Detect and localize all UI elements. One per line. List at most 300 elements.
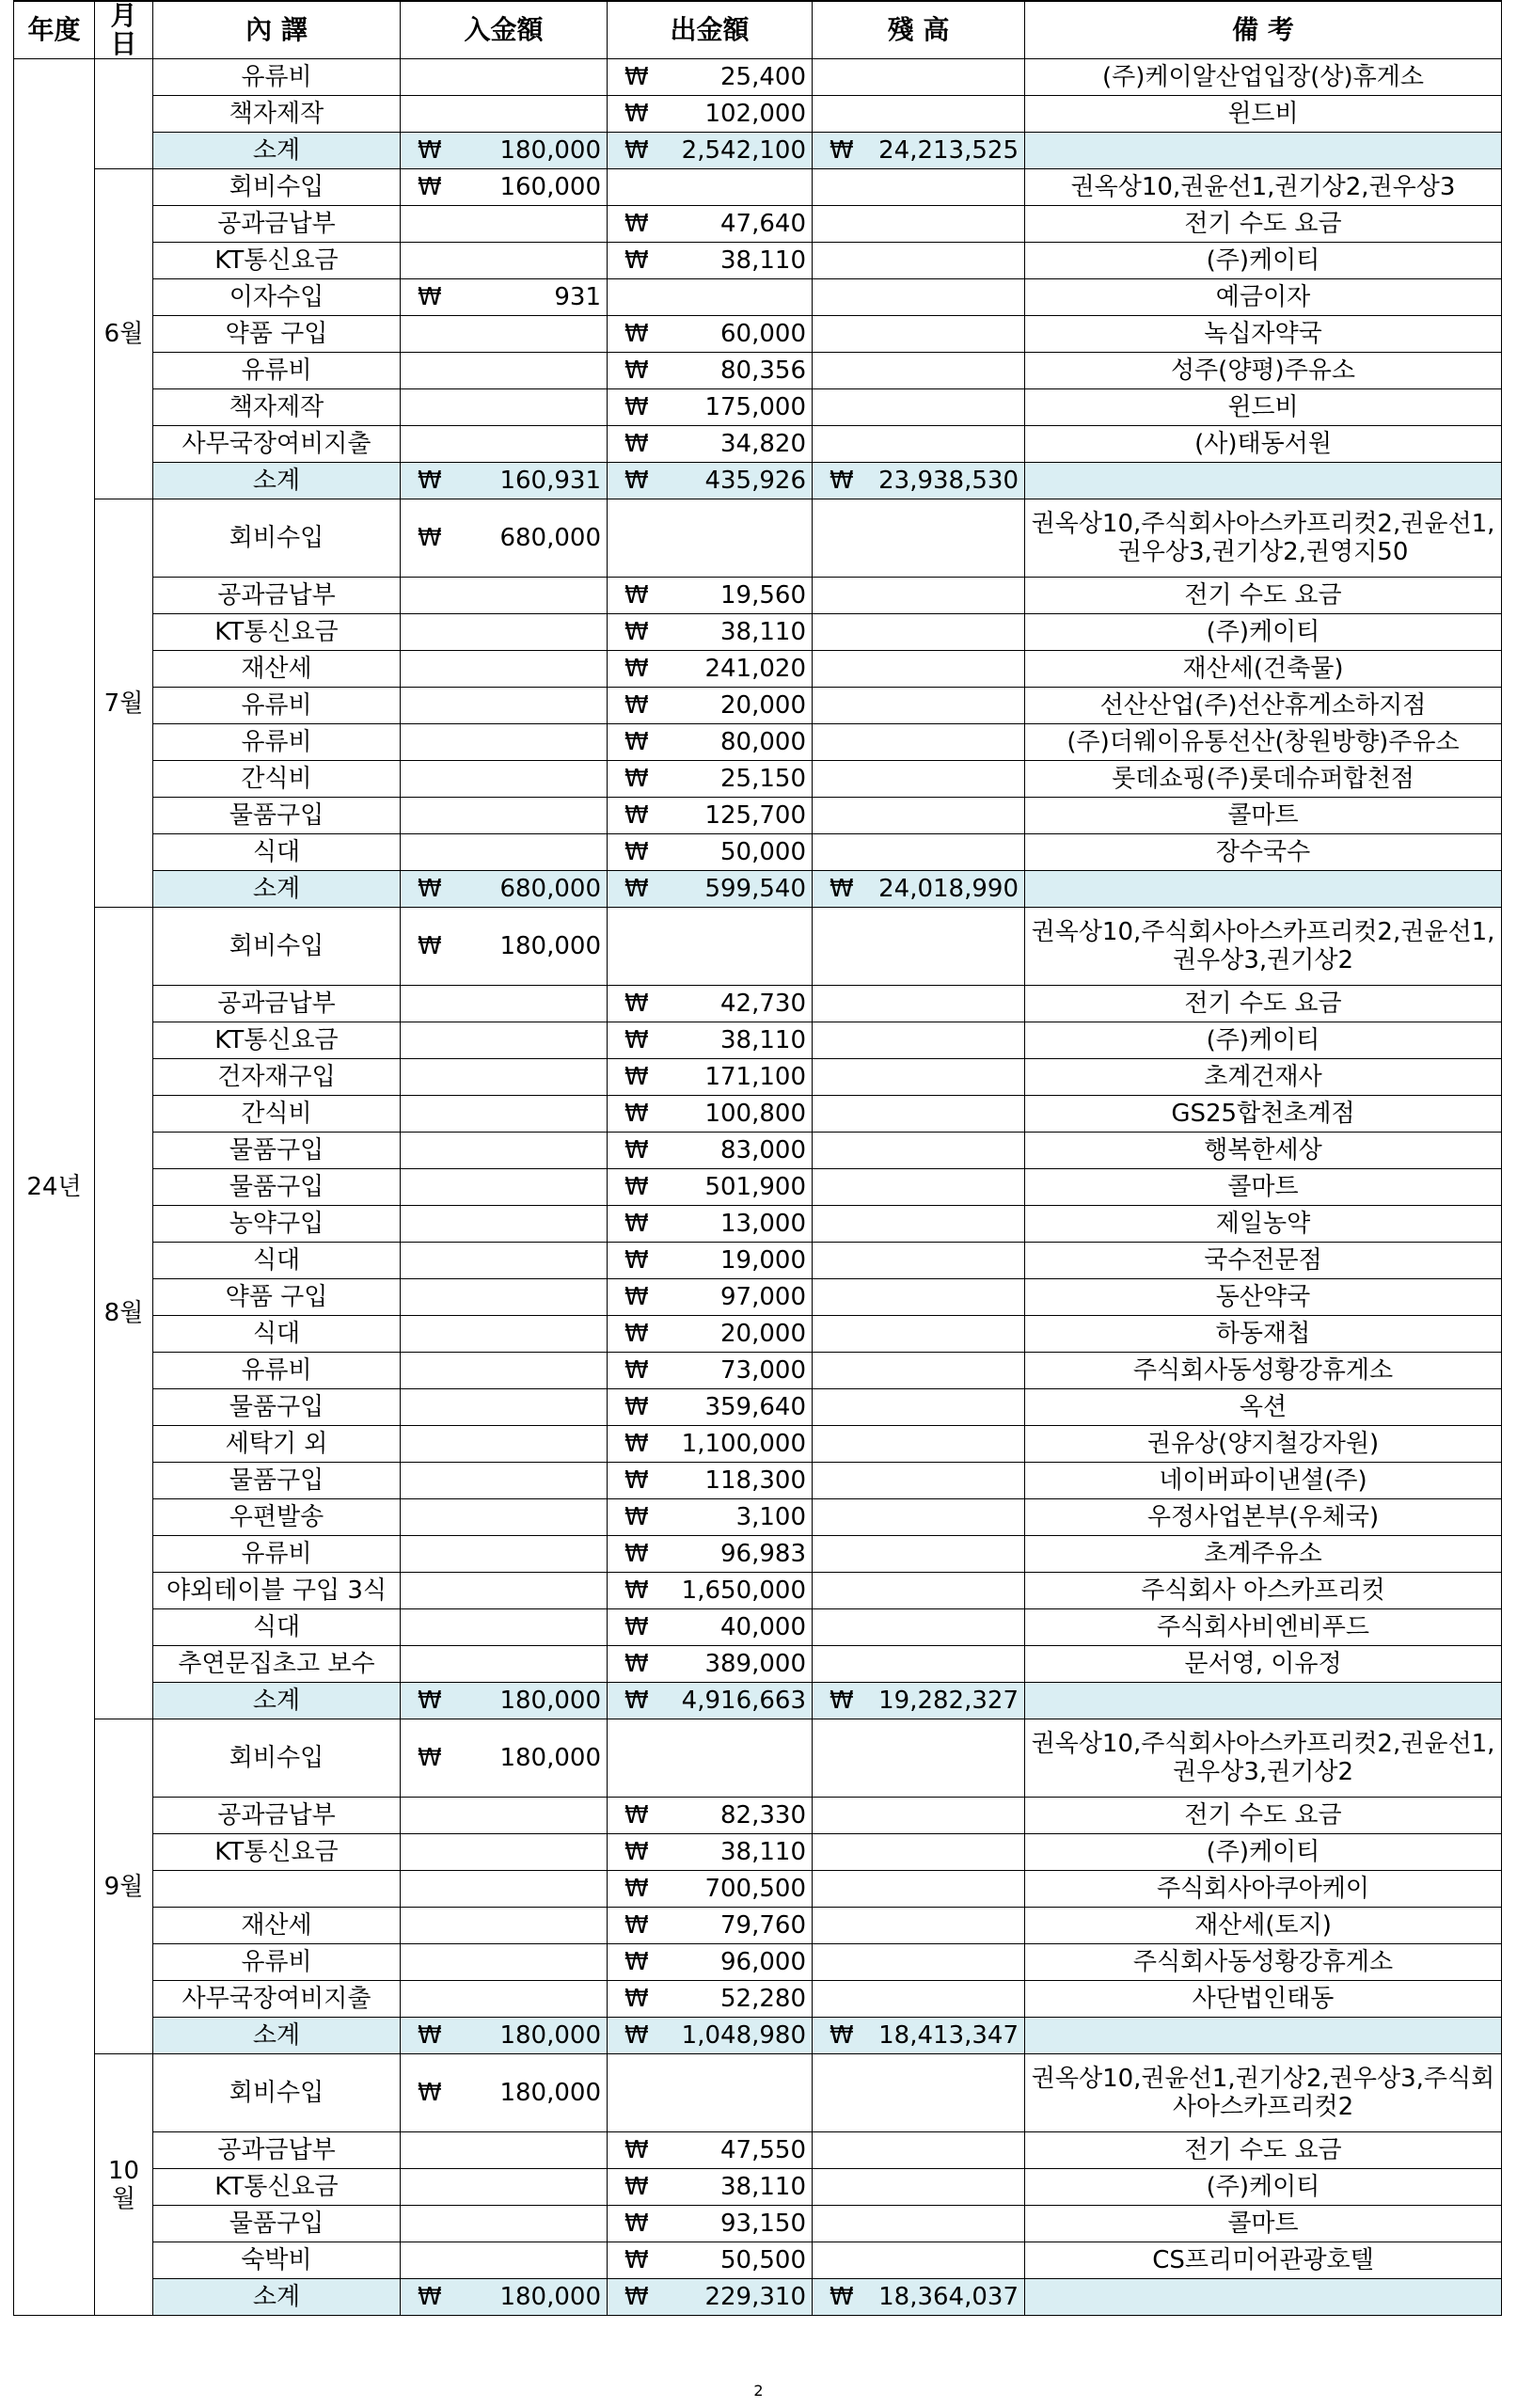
balance-value: 19,282,327 (878, 1687, 1019, 1715)
expense-value: 60,000 (720, 320, 806, 348)
balance-cell (813, 1798, 1025, 1834)
income-cell (401, 1944, 608, 1981)
income-cell (401, 169, 608, 206)
balance-cell (813, 1683, 1025, 1719)
balance-cell (813, 463, 1025, 499)
month-cell: 10월 (95, 2054, 153, 2316)
income-cell (401, 1499, 608, 1536)
expense-value: 389,000 (704, 1650, 806, 1678)
expense-value: 1,650,000 (681, 1576, 806, 1605)
item-cell: 회비수입 (153, 499, 401, 578)
expense-value: 96,000 (720, 1948, 806, 1976)
expense-cell (608, 463, 813, 499)
table-row (14, 908, 1502, 986)
income-cell (401, 1206, 608, 1243)
won-sign: ₩ (418, 524, 442, 552)
income-cell (401, 2132, 608, 2169)
table-row (14, 1463, 1502, 1499)
header-month: 月日 (95, 1, 153, 59)
note-cell: (주)케이알산업입장(상)휴게소 (1025, 59, 1502, 96)
note-cell (1025, 133, 1502, 169)
note-cell (1025, 1683, 1502, 1719)
note-cell: 콜마트 (1025, 2206, 1502, 2242)
balance-cell (813, 2242, 1025, 2279)
won-sign: ₩ (624, 1100, 649, 1128)
balance-cell (813, 871, 1025, 908)
balance-cell (813, 614, 1025, 651)
table-row (14, 578, 1502, 614)
income-value: 180,000 (499, 932, 601, 960)
expense-value: 100,800 (704, 1100, 806, 1128)
table-row (14, 59, 1502, 96)
balance-cell (813, 1206, 1025, 1243)
note-cell: 롯데쇼핑(주)롯데슈퍼합천점 (1025, 761, 1502, 798)
expense-value: 38,110 (720, 1838, 806, 1866)
item-cell: 재산세 (153, 651, 401, 688)
balance-cell (813, 426, 1025, 463)
table-row (14, 1206, 1502, 1243)
balance-value: 23,938,530 (878, 467, 1019, 495)
ledger-body (14, 59, 1502, 2316)
expense-cell (608, 688, 813, 724)
income-cell (401, 1022, 608, 1059)
income-value: 160,931 (499, 467, 601, 495)
item-cell: 공과금납부 (153, 1798, 401, 1834)
won-sign: ₩ (624, 2283, 649, 2311)
won-sign: ₩ (418, 467, 442, 495)
income-cell (401, 1871, 608, 1908)
income-value: 180,000 (499, 1744, 601, 1772)
expense-value: 19,560 (720, 581, 806, 610)
expense-cell (608, 1834, 813, 1871)
table-row (14, 688, 1502, 724)
won-sign: ₩ (830, 1687, 854, 1715)
income-cell (401, 353, 608, 389)
balance-cell (813, 1353, 1025, 1389)
balance-cell (813, 834, 1025, 871)
item-cell: 유류비 (153, 1536, 401, 1573)
expense-cell (608, 1353, 813, 1389)
balance-cell (813, 316, 1025, 353)
expense-cell (608, 2206, 813, 2242)
income-cell (401, 1834, 608, 1871)
balance-cell (813, 761, 1025, 798)
expense-cell (608, 1169, 813, 1206)
expense-cell (608, 1908, 813, 1944)
table-row (14, 1169, 1502, 1206)
income-cell (401, 1316, 608, 1353)
expense-value: 79,760 (720, 1911, 806, 1940)
won-sign: ₩ (830, 2283, 854, 2311)
expense-value: 47,640 (720, 210, 806, 238)
table-row (14, 986, 1502, 1022)
income-cell (401, 651, 608, 688)
expense-cell (608, 243, 813, 279)
item-cell: 물품구입 (153, 1133, 401, 1169)
expense-cell (608, 206, 813, 243)
expense-cell (608, 1022, 813, 1059)
income-value: 680,000 (499, 524, 601, 552)
income-value: 180,000 (499, 2079, 601, 2107)
note-cell: 권옥상10,권윤선1,권기상2,권우상3,주식회사아스카프리컷2 (1025, 2054, 1502, 2132)
table-row (14, 1279, 1502, 1316)
income-value: 160,000 (499, 173, 601, 201)
won-sign: ₩ (418, 2079, 442, 2107)
table-row (14, 206, 1502, 243)
expense-cell (608, 578, 813, 614)
income-cell (401, 2206, 608, 2242)
table-row (14, 1871, 1502, 1908)
table-row (14, 651, 1502, 688)
expense-cell (608, 798, 813, 834)
expense-cell (608, 59, 813, 96)
income-cell (401, 1243, 608, 1279)
note-cell (1025, 871, 1502, 908)
item-cell: 식대 (153, 834, 401, 871)
subtotal-row (14, 871, 1502, 908)
item-cell: 사무국장여비지출 (153, 426, 401, 463)
won-sign: ₩ (418, 136, 442, 165)
expense-cell (608, 1059, 813, 1096)
item-cell: 유류비 (153, 688, 401, 724)
won-sign: ₩ (624, 1210, 649, 1238)
item-cell: 소계 (153, 463, 401, 499)
won-sign: ₩ (624, 838, 649, 866)
income-cell (401, 2169, 608, 2206)
income-cell (401, 463, 608, 499)
note-cell (1025, 2018, 1502, 2054)
table-row (14, 1573, 1502, 1609)
balance-cell (813, 1719, 1025, 1798)
note-cell: 전기 수도 요금 (1025, 578, 1502, 614)
item-cell: 소계 (153, 133, 401, 169)
income-cell (401, 1463, 608, 1499)
note-cell: 전기 수도 요금 (1025, 206, 1502, 243)
note-cell: 권옥상10,권윤선1,권기상2,권우상3 (1025, 169, 1502, 206)
balance-cell (813, 1908, 1025, 1944)
expense-cell (608, 1499, 813, 1536)
table-row (14, 798, 1502, 834)
won-sign: ₩ (624, 2210, 649, 2238)
note-cell: 사단법인태동 (1025, 1981, 1502, 2018)
income-cell (401, 986, 608, 1022)
income-cell (401, 761, 608, 798)
note-cell: 제일농약 (1025, 1206, 1502, 1243)
won-sign: ₩ (624, 1687, 649, 1715)
expense-value: 82,330 (720, 1801, 806, 1830)
balance-cell (813, 1059, 1025, 1096)
won-sign: ₩ (418, 173, 442, 201)
expense-value: 20,000 (720, 1320, 806, 1348)
expense-value: 93,150 (720, 2210, 806, 2238)
header-balance: 殘 高 (813, 1, 1025, 59)
expense-cell (608, 2054, 813, 2132)
table-row (14, 1096, 1502, 1133)
table-row (14, 1499, 1502, 1536)
item-cell: 물품구입 (153, 1389, 401, 1426)
table-row (14, 1646, 1502, 1683)
expense-cell (608, 1573, 813, 1609)
note-cell: (주)더웨이유통선산(창원방향)주유소 (1025, 724, 1502, 761)
balance-cell (813, 2279, 1025, 2316)
item-cell: 재산세 (153, 1908, 401, 1944)
expense-cell (608, 2132, 813, 2169)
expense-cell (608, 761, 813, 798)
balance-cell (813, 243, 1025, 279)
balance-cell (813, 1389, 1025, 1426)
balance-cell (813, 1022, 1025, 1059)
expense-value: 50,500 (720, 2246, 806, 2274)
balance-cell (813, 499, 1025, 578)
balance-cell (813, 1463, 1025, 1499)
income-cell (401, 2279, 608, 2316)
income-cell (401, 1573, 608, 1609)
income-cell (401, 2054, 608, 2132)
income-cell (401, 1798, 608, 1834)
won-sign: ₩ (624, 1948, 649, 1976)
expense-cell (608, 724, 813, 761)
balance-cell (813, 798, 1025, 834)
expense-cell (608, 1279, 813, 1316)
income-cell (401, 871, 608, 908)
balance-cell (813, 1646, 1025, 1683)
balance-cell (813, 1426, 1025, 1463)
item-cell: 숙박비 (153, 2242, 401, 2279)
balance-value: 18,364,037 (878, 2283, 1019, 2311)
won-sign: ₩ (418, 932, 442, 960)
expense-value: 73,000 (720, 1356, 806, 1385)
balance-cell (813, 1981, 1025, 2018)
note-cell (1025, 463, 1502, 499)
won-sign: ₩ (624, 1466, 649, 1495)
note-cell: 행복한세상 (1025, 1133, 1502, 1169)
balance-cell (813, 59, 1025, 96)
table-row (14, 1798, 1502, 1834)
item-cell: 농약구입 (153, 1206, 401, 1243)
won-sign: ₩ (418, 875, 442, 903)
won-sign: ₩ (418, 1687, 442, 1715)
won-sign: ₩ (830, 136, 854, 165)
won-sign: ₩ (624, 691, 649, 720)
table-row (14, 279, 1502, 316)
note-cell: 주식회사동성황강휴게소 (1025, 1944, 1502, 1981)
won-sign: ₩ (624, 875, 649, 903)
note-cell: 하동재첩 (1025, 1316, 1502, 1353)
won-sign: ₩ (624, 1063, 649, 1091)
item-cell (153, 1871, 401, 1908)
expense-value: 38,110 (720, 618, 806, 646)
expense-value: 2,542,100 (681, 136, 806, 165)
balance-cell (813, 651, 1025, 688)
balance-cell (813, 986, 1025, 1022)
item-cell: 야외테이블 구입 3식 (153, 1573, 401, 1609)
item-cell: 회비수입 (153, 169, 401, 206)
expense-value: 118,300 (704, 1466, 806, 1495)
item-cell: 공과금납부 (153, 206, 401, 243)
header-income: 入金額 (401, 1, 608, 59)
balance-cell (813, 1499, 1025, 1536)
won-sign: ₩ (624, 2021, 649, 2050)
table-row (14, 1908, 1502, 1944)
won-sign: ₩ (624, 618, 649, 646)
expense-value: 25,150 (720, 765, 806, 793)
balance-cell (813, 1609, 1025, 1646)
note-cell: 동산약국 (1025, 1279, 1502, 1316)
income-value: 180,000 (499, 2021, 601, 2050)
balance-cell (813, 1133, 1025, 1169)
income-cell (401, 133, 608, 169)
expense-cell (608, 651, 813, 688)
expense-cell (608, 1316, 813, 1353)
item-cell: 공과금납부 (153, 578, 401, 614)
expense-cell (608, 1389, 813, 1426)
expense-cell (608, 1609, 813, 1646)
income-cell (401, 206, 608, 243)
won-sign: ₩ (624, 393, 649, 421)
income-cell (401, 1609, 608, 1646)
balance-cell (813, 1169, 1025, 1206)
table-row (14, 2054, 1502, 2132)
balance-cell (813, 169, 1025, 206)
won-sign: ₩ (624, 1613, 649, 1641)
table-row (14, 1133, 1502, 1169)
balance-cell (813, 133, 1025, 169)
expense-value: 13,000 (720, 1210, 806, 1238)
won-sign: ₩ (624, 467, 649, 495)
item-cell: 사무국장여비지출 (153, 1981, 401, 2018)
income-cell (401, 96, 608, 133)
expense-value: 501,900 (704, 1173, 806, 1201)
won-sign: ₩ (624, 728, 649, 756)
expense-cell (608, 96, 813, 133)
won-sign: ₩ (624, 801, 649, 830)
expense-value: 38,110 (720, 2173, 806, 2201)
won-sign: ₩ (624, 1650, 649, 1678)
won-sign: ₩ (624, 1173, 649, 1201)
income-cell (401, 59, 608, 96)
item-cell: 유류비 (153, 1353, 401, 1389)
income-cell (401, 724, 608, 761)
won-sign: ₩ (624, 1838, 649, 1866)
table-row (14, 169, 1502, 206)
note-cell: 성주(양평)주유소 (1025, 353, 1502, 389)
table-row (14, 1944, 1502, 1981)
table-row (14, 1059, 1502, 1096)
note-cell: 장수국수 (1025, 834, 1502, 871)
item-cell: 회비수입 (153, 1719, 401, 1798)
won-sign: ₩ (624, 136, 649, 165)
subtotal-row (14, 1683, 1502, 1719)
expense-cell (608, 499, 813, 578)
item-cell: 간식비 (153, 761, 401, 798)
expense-value: 359,640 (704, 1393, 806, 1421)
item-cell: KT통신요금 (153, 2169, 401, 2206)
expense-cell (608, 1646, 813, 1683)
expense-value: 25,400 (720, 63, 806, 91)
expense-value: 97,000 (720, 1283, 806, 1311)
won-sign: ₩ (624, 320, 649, 348)
note-cell: 재산세(토지) (1025, 1908, 1502, 1944)
balance-cell (813, 2132, 1025, 2169)
month-cell: 7월 (95, 499, 153, 908)
income-cell (401, 1719, 608, 1798)
income-cell (401, 1908, 608, 1944)
item-cell: 책자제작 (153, 96, 401, 133)
table-row (14, 2132, 1502, 2169)
note-cell: 예금이자 (1025, 279, 1502, 316)
balance-cell (813, 2206, 1025, 2242)
note-cell: 권옥상10,주식회사아스카프리컷2,권윤선1,권우상3,권기상2 (1025, 908, 1502, 986)
expense-value: 96,983 (720, 1540, 806, 1568)
expense-cell (608, 2242, 813, 2279)
note-cell: 선산산업(주)선산휴게소하지점 (1025, 688, 1502, 724)
note-cell: 콜마트 (1025, 798, 1502, 834)
table-row (14, 724, 1502, 761)
won-sign: ₩ (624, 63, 649, 91)
expense-cell (608, 279, 813, 316)
expense-cell (608, 1206, 813, 1243)
month-cell: 9월 (95, 1719, 153, 2054)
balance-cell (813, 279, 1025, 316)
note-cell: (주)케이티 (1025, 2169, 1502, 2206)
income-value: 180,000 (499, 1687, 601, 1715)
header-expense: 出金額 (608, 1, 813, 59)
balance-cell (813, 1096, 1025, 1133)
table-row (14, 1316, 1502, 1353)
subtotal-row (14, 133, 1502, 169)
item-cell: 공과금납부 (153, 986, 401, 1022)
income-value: 180,000 (499, 136, 601, 165)
income-cell (401, 499, 608, 578)
expense-cell (608, 1133, 813, 1169)
ledger-table (13, 0, 1502, 2316)
expense-value: 80,000 (720, 728, 806, 756)
won-sign: ₩ (624, 1356, 649, 1385)
expense-cell (608, 1871, 813, 1908)
won-sign: ₩ (624, 1985, 649, 2013)
expense-cell (608, 908, 813, 986)
won-sign: ₩ (624, 1801, 649, 1830)
expense-cell (608, 316, 813, 353)
expense-cell (608, 1096, 813, 1133)
subtotal-row (14, 2279, 1502, 2316)
expense-cell (608, 1798, 813, 1834)
won-sign: ₩ (624, 1246, 649, 1275)
expense-value: 3,100 (735, 1503, 806, 1531)
income-cell (401, 688, 608, 724)
note-cell: GS25합천초계점 (1025, 1096, 1502, 1133)
expense-value: 50,000 (720, 838, 806, 866)
note-cell: 전기 수도 요금 (1025, 2132, 1502, 2169)
balance-cell (813, 1834, 1025, 1871)
table-row (14, 243, 1502, 279)
income-cell (401, 1169, 608, 1206)
income-cell (401, 389, 608, 426)
balance-cell (813, 96, 1025, 133)
item-cell: 간식비 (153, 1096, 401, 1133)
note-cell: 주식회사아쿠아케이 (1025, 1871, 1502, 1908)
income-cell (401, 1133, 608, 1169)
income-cell (401, 1981, 608, 2018)
item-cell: 유류비 (153, 353, 401, 389)
expense-value: 42,730 (720, 990, 806, 1018)
income-cell (401, 614, 608, 651)
income-cell (401, 798, 608, 834)
item-cell: 물품구입 (153, 2206, 401, 2242)
won-sign: ₩ (418, 1744, 442, 1772)
table-row (14, 499, 1502, 578)
expense-value: 229,310 (704, 2283, 806, 2311)
